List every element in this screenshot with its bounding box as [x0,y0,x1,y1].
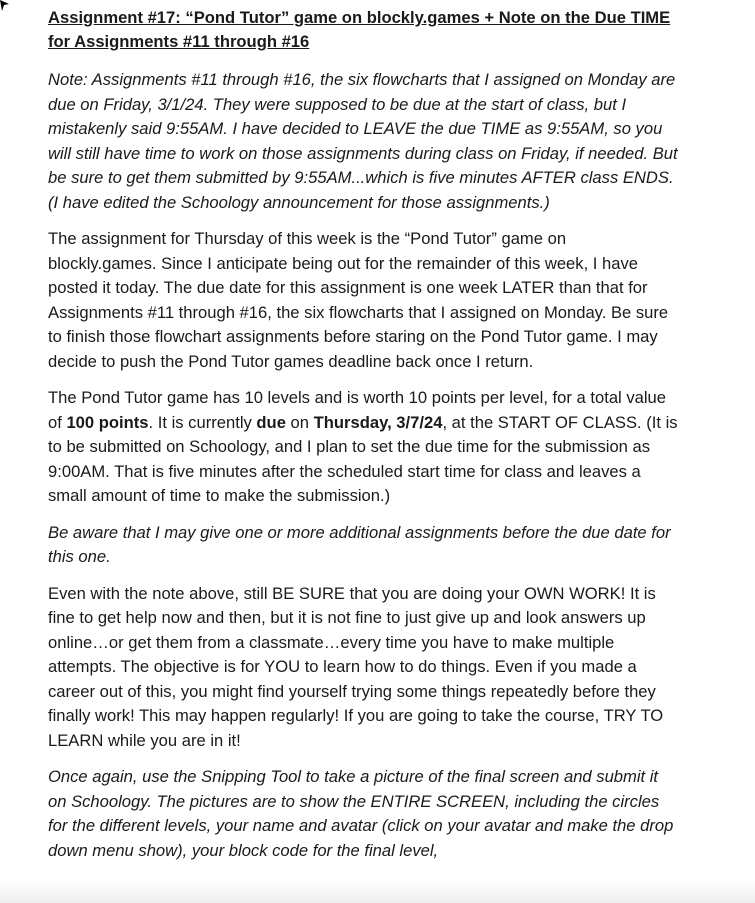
snipping-tool-instructions: Once again, use the Snipping Tool to take a picture of the final screen and submit it on Schoology. The pictures are to show the ENTIRE SCREEN, including the circles for the different levels, your name and avatar (click on your avatar and make the drop down menu show), your block code for the final level, [48,767,674,860]
assignment-intro-paragraph: The assignment for Thursday of this week is the “Pond Tutor” game on blockly.games. Since I anticipate being out for the remainder of this week, I have posted it today. The due date for this assignment is one week LATER than that for Assignments #11 through #16, the six flowcharts that I assigned on Monday. Be sure to finish those flowchart assignments before staring on the Pond Tutor game. I may decide to push the Pond Tutor games deadline back once I return. [48,229,669,371]
assignment-title: Assignment #17: “Pond Tutor” game on blockly.games + Note on the Due TIME for Assignments #11 through #16 [48,8,671,51]
document-body [48,6,678,863]
due-date-emphasis: Thursday, 3/7/24 [313,412,443,432]
levels-points-paragraph [48,386,678,509]
paragraph-text: , at the START OF CLASS. (It is to be submitted on Schoology, and I plan to set the due time for the submission as 9:00AM. That is five minutes after the scheduled start time for class and leaves a small amount of time to make the submission.) [48,412,678,505]
bottom-fade [0,881,755,903]
additional-assignments-note: Be aware that I may give one or more additional assignments before the due date for this one. [48,522,671,566]
points-emphasis: 100 points [66,412,149,432]
paragraph-text: . It is currently [148,412,257,432]
paragraph-text: The Pond Tutor game has 10 levels and is worth 10 points per level, for a total value of [48,388,667,432]
paragraph-text: on [285,412,314,432]
mouse-cursor-icon [0,0,12,12]
due-emphasis: due [256,412,286,432]
own-work-paragraph: Even with the note above, still BE SURE that you are doing your OWN WORK! It is fine to get help now and then, but it is not fine to just give up and look answers up online…or get them from a classmate…every time you have to make multiple attempts. The objective is for YOU to learn how to do things. Even if you made a career out of this, you might find yourself trying some things repeatedly before they finally work! This may happen regularly! If you are going to take the course, TRY TO LEARN while you are in it! [48,583,664,750]
due-time-note: Note: Assignments #11 through #16, the six flowcharts that I assigned on Monday are due on Friday, 3/1/24. They were supposed to be due at the start of class, but I mistakenly said 9:55AM. I have decided to LEAVE the due TIME as 9:55AM, so you will still have time to work on those assignments during class on Friday, if needed. But be sure to get them submitted by 9:55AM...which is five minutes AFTER class ENDS. (I have edited the Schoology announcement for those assignments.) [48,70,678,212]
